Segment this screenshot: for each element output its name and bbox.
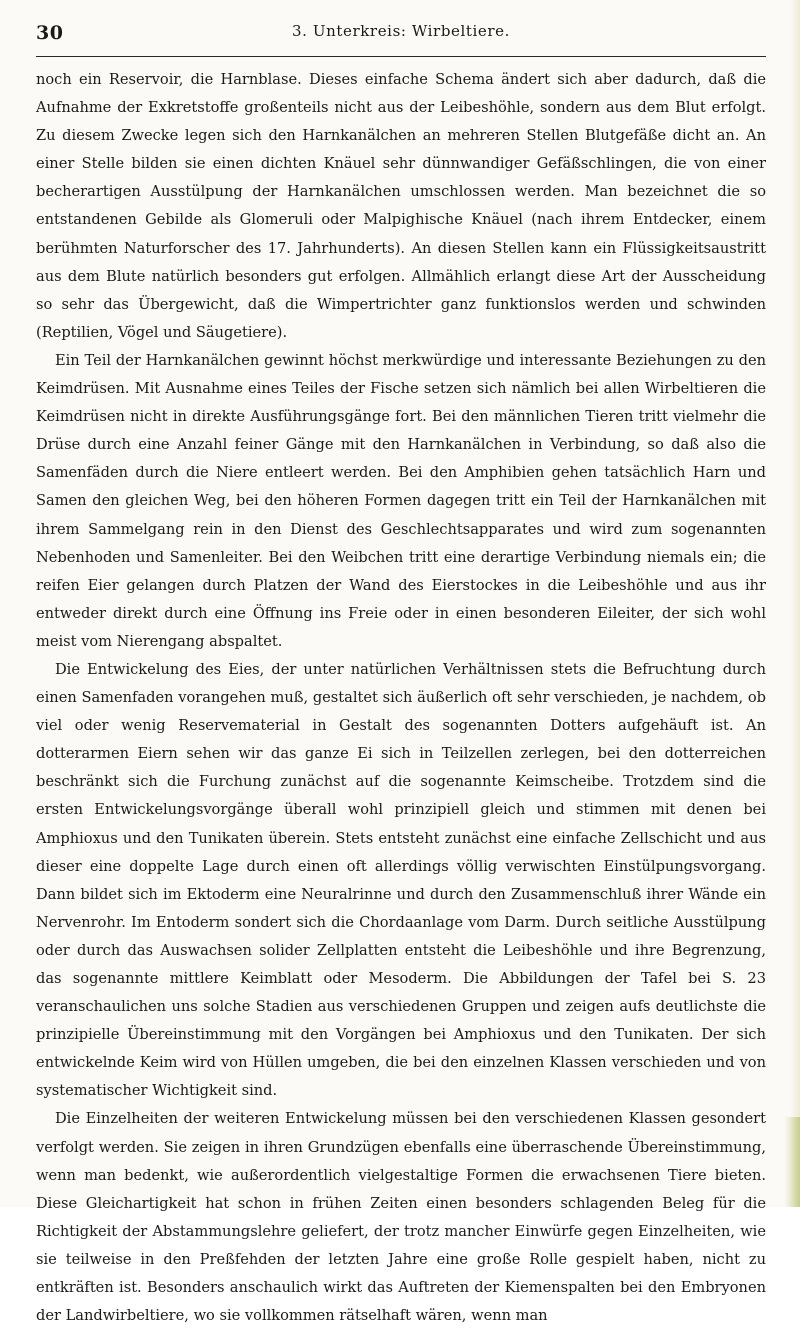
body-text (36, 66, 766, 1330)
running-head: 3. Unterkreis: Wirbeltiere. (291, 22, 511, 40)
header-rule (36, 56, 766, 57)
page-corner-mark (784, 1117, 800, 1207)
page-number: 30 (36, 22, 64, 44)
page-edge-shadow (790, 0, 800, 1207)
paragraph: Ein Teil der Harnkanälchen gewinnt höchst merkwürdige und interessante Beziehungen zu den Keimdrüsen. Mit Ausnahme eines Teiles der Fische setzen sich nämlich bei allen Wirbeltieren die Keimdrüsen nicht in direkte Ausführungsgänge fort. Bei den männlichen Tieren tritt vielmehr die Drüse durch eine Anzahl feiner Gänge mit den Harnkanälchen in Verbindung, so daß also die Samenfäden durch die Niere entleert werden. Bei den Amphibien gehen tatsächlich Harn und Samen den gleichen Weg, bei den höheren Formen dagegen tritt ein Teil der Harnkanälchen mit ihrem Sammelgang rein in den Dienst des Geschlechtsapparates und wird zum sogenannten Nebenhoden und Samenleiter. Bei den Weibchen tritt eine derartige Verbindung niemals ein; die reifen Eier gelangen durch Platzen der Wand des Eierstockes in die Leibeshöhle und aus ihr entweder direkt durch eine Öffnung ins Freie oder in einen besonderen Eileiter, der sich wohl meist vom Nierengang abspaltet. (36, 351, 766, 650)
page-header (36, 18, 766, 58)
paragraph: noch ein Reservoir, die Harnblase. Dieses einfache Schema ändert sich aber dadurch, daß die Aufnahme der Exkretstoffe großenteils nicht aus der Leibeshöhle, sondern aus dem Blut erfolgt. Zu diesem Zwecke legen sich den Harnkanälchen an mehreren Stellen Blutgefäße dicht an. An einer Stelle bilden sie einen dichten Knäuel sehr dünnwandiger Gefäßschlingen, die von einer becherartigen Ausstülpung der Harnkanälchen umschlossen werden. Man bezeichnet die so entstandenen Gebilde als Glomeruli oder Malpighische Knäuel (nach ihrem Entdecker, einem berühmten Naturforscher des 17. Jahrhunderts). An diesen Stellen kann ein Flüssigkeitsaustritt aus dem Blute natürlich besonders gut erfolgen. Allmählich erlangt diese Art der Ausscheidung so sehr das Übergewicht, daß die Wimpertrichter ganz funktionslos werden und schwinden (Reptilien, Vögel und Säugetiere). (36, 71, 766, 341)
paragraph: Die Einzelheiten der weiteren Entwickelung müssen bei den verschiedenen Klassen gesondert verfolgt werden. Sie zeigen in ihren Grundzügen ebenfalls eine überraschende Übereinstimmung, wenn man bedenkt, wie außerordentlich vielgestaltige Formen die erwachsenen Tiere bieten. Diese Gleichartigkeit hat schon in frühen Zeiten einen besonders schlagenden Beleg für die Richtigkeit der Abstammungslehre geliefert, der trotz mancher Einwürfe gegen Einzelheiten, wie sie teilweise in den Preßfehden der letzten Jahre eine große Rolle gespielt haben, nicht zu entkräften ist. Besonders anschaulich wirkt das Auftreten der Kiemenspalten bei den Embryonen der Landwirbeltiere, wo sie vollkommen rätselhaft wären, wenn man (36, 1110, 766, 1325)
paragraph: Die Entwickelung des Eies, der unter natürlichen Verhältnissen stets die Befruchtung durch einen Samenfaden vorangehen muß, gestaltet sich äußerlich oft sehr verschieden, je nachdem, ob viel oder wenig Reservematerial in Gestalt des sogenannten Dotters aufgehäuft ist. An dotterarmen Eiern sehen wir das ganze Ei sich in Teilzellen zerlegen, bei den dotterreichen beschränkt sich die Furchung zunächst auf die sogenannte Keimscheibe. Trotzdem sind die ersten Entwickelungsvorgänge überall wohl prinzipiell gleich und stimmen mit denen bei Amphioxus und den Tunikaten überein. Stets entsteht zunächst eine einfache Zellschicht und aus dieser eine doppelte Lage durch einen oft allerdings völlig verwischten Einstülpungsvorgang. Dann bildet sich im Ektoderm eine Neuralrinne und durch den Zusammenschluß ihrer Wände ein Nervenrohr. Im Entoderm sondert sich die Chordaanlage vom Darm. Durch seitliche Ausstülpung oder durch das Auswachsen solider Zellplatten entsteht die Leibeshöhle und ihre Begrenzung, das sogenannte mittlere Keimblatt oder Mesoderm. Die Abbildungen der Tafel bei S. 23 veranschaulichen uns solche Stadien aus verschiedenen Gruppen und zeigen aufs deutlichste die prinzipielle Übereinstimmung mit den Vorgängen bei Amphioxus und den Tunikaten. Der sich entwickelnde Keim wird von Hüllen umgeben, die bei den einzelnen Klassen verschieden und von systematischer Wichtigkeit sind. (36, 660, 766, 1100)
